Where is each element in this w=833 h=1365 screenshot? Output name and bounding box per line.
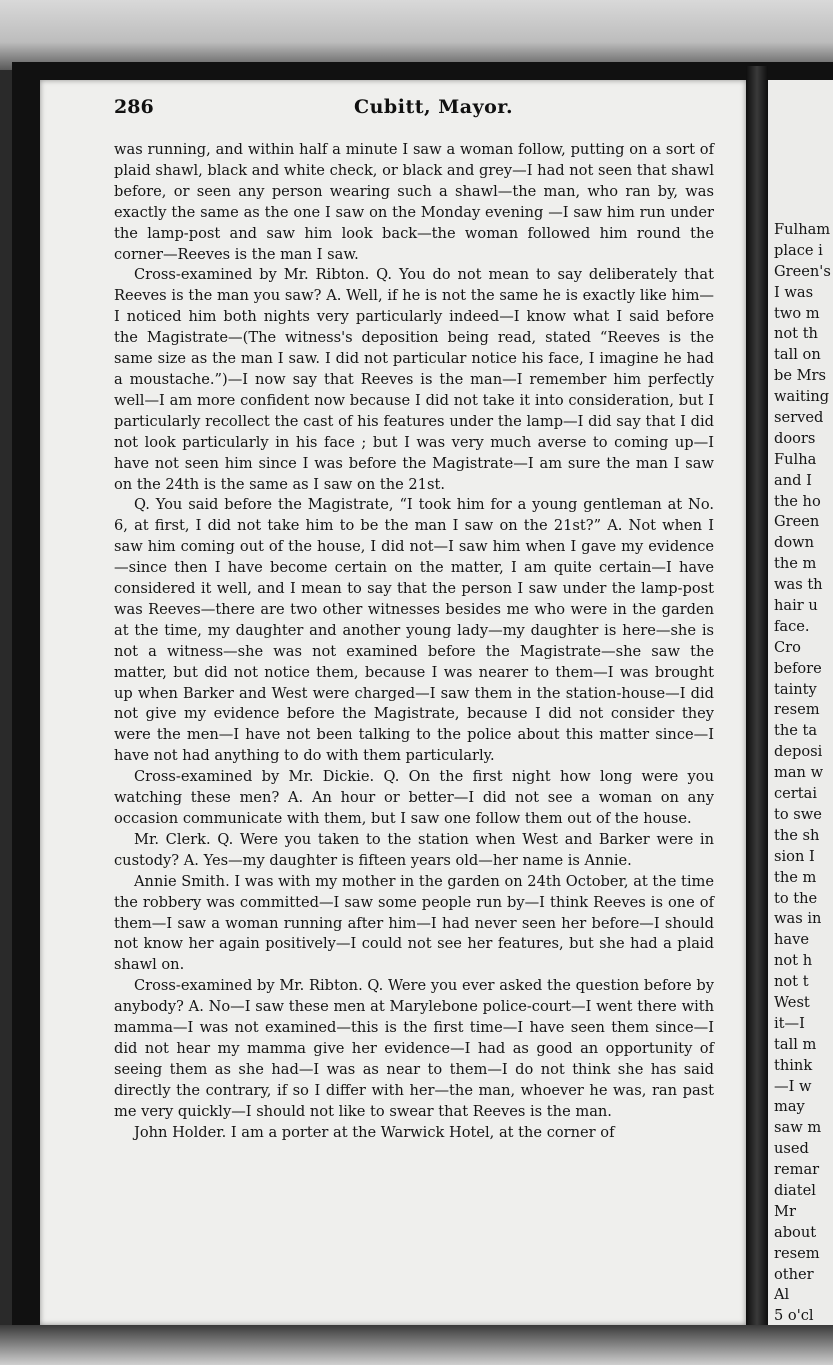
page-gutter [746, 66, 768, 1330]
scan-bottom-margin [0, 1325, 833, 1365]
scan-top-margin [0, 0, 833, 70]
right-page-text [774, 220, 833, 1325]
right-page-line: diatel [774, 1181, 816, 1199]
right-page-line: to the [774, 889, 818, 907]
right-page-line: resem [774, 701, 820, 719]
right-page-line: Fulha [774, 450, 817, 468]
paragraph: was running, and within half a minute I saw a woman follow, putting on a sort of plaid shawl, black and white check, or black and grey—I had not seen that shawl before, or seen any person wearing such a shawl—the man, who ran by, was exactly the same as the one I saw on the Monday evening —I saw him run under the lamp-post and saw him look back—the woman followed him round the corner—Reeves is the man I saw. [114, 141, 714, 263]
right-page-line: certai [774, 785, 818, 803]
right-page-line: and I [774, 471, 812, 489]
right-page-line: not th [774, 325, 818, 343]
right-page-line: two m [774, 304, 820, 322]
paragraph: Mr. Clerk. Q. Were you taken to the station when West and Barker were in custody? A. Yes—my daughter is fifteen years old—her name is Annie. [114, 830, 714, 869]
right-page-line: place i [774, 241, 823, 259]
right-page-line: have [774, 931, 809, 949]
right-page-line: 5 o'cl [774, 1307, 814, 1325]
paragraph: Cross-examined by Mr. Dickie. Q. On the first night how long were you watching these men? A. An hour or better—I did not see a woman on any occasion communicate with them, but I saw one follow them out of the house. [114, 768, 714, 827]
right-page-line: hair u [774, 597, 818, 615]
right-page-line: the m [774, 868, 817, 886]
right-page-line: West [774, 993, 810, 1011]
right-page-line: resem [774, 1244, 820, 1262]
right-page-line: Mr [774, 1202, 796, 1220]
right-page-line: was in [774, 910, 822, 928]
running-title: Cubitt, Mayor. [354, 96, 514, 118]
right-page-line: I was [774, 283, 814, 301]
right-page-line: the m [774, 555, 817, 573]
right-page-line: Cro [774, 638, 801, 656]
right-page-line: remar [774, 1161, 820, 1179]
right-page-line: it—I [774, 1014, 805, 1032]
right-page-line: tall m [774, 1035, 817, 1053]
right-page-line: Green [774, 513, 820, 531]
page-body [114, 140, 714, 1144]
page-number: 286 [114, 96, 154, 118]
paragraph: John Holder. I am a porter at the Warwick Hotel, at the corner of [134, 1123, 615, 1141]
right-page-line: used [774, 1140, 809, 1158]
right-page-line: served [774, 409, 824, 427]
right-page-line: Al [774, 1286, 790, 1304]
paragraph: Cross-examined by Mr. Ribton. Q. You do not mean to say deliberately that Reeves is the man you saw? A. Well, if he is not the same he is exactly like him—I noticed him both nights very particularly indeed—I know what I said before the Magistrate—(The witness's deposition being read, stated “Reeves is the same size as the man I saw. I did not particular notice his face, I imagine he had a moustache.”)—I now say that Reeves is the man—I remember him perfectly well—I am more confident now because I did not take it into consideration, but I particularly recollect the cast of his features under the lamp—I did say that I did not look particularly in his face ; but I was very much averse to coming up—I have not seen him since I was before the Magistrate—I am sure the man I saw on the 24th is the same as I saw on the 21st. [114, 266, 714, 493]
right-page-line: Fulham [774, 221, 831, 238]
right-page-line: the ta [774, 722, 818, 740]
right-page-line: man w [774, 764, 824, 782]
right-page-line: other [774, 1265, 814, 1283]
right-page-line: about [774, 1223, 817, 1241]
right-page-line: be Mrs [774, 367, 827, 385]
paragraph: Cross-examined by Mr. Ribton. Q. Were you ever asked the question before by anybody? A. No—I saw these men at Marylebone police-court—I went there with mamma—I was not examined—this is the first time—I have seen them since—I did not hear my mamma give her evidence—I had as good an opportunity of seeing them as she had—I was as near to them—I do not think she has said directly the contrary, if so I differ with her—the man, whoever he was, ran past me very quickly—I should not like to swear that Reeves is the man. [114, 977, 714, 1120]
right-page [768, 80, 833, 1325]
paragraph: Q. You said before the Magistrate, “I took him for a young gentleman at No. 6, at first, I did not take him to be the man I saw on the 21st?” A. Not when I saw him coming out of the house, I did not—I saw him when I gave my evidence—since then I have become certain on the matter, I am quite certain—I have considered it well, and I mean to say that the person I saw under the lamp-post was Reeves—there are two other witnesses besides me who were in the garden at the time, my daughter and another young lady—my daughter is here—she is not a witness—she was not examined before the Magistrate—she saw the matter, but did not notice them, because I was nearer to them—I was brought up when Barker and West were charged—I saw them in the station-house—I did not give my evidence before the Magistrate, because I did not consider they were the men—I have not been talking to the police about this matter since—I have not had anything to do with them particularly. [114, 496, 714, 765]
right-page-line: the sh [774, 826, 820, 844]
right-page-line: face. [774, 617, 810, 635]
right-page-line: Green's [774, 262, 831, 280]
right-page-line: not h [774, 952, 813, 970]
page-header [114, 96, 714, 124]
right-page-line: to swe [774, 805, 822, 823]
paragraph: Annie Smith. I was with my mother in the garden on 24th October, at the time the robbery was committed—I saw some people run by—I think Reeves is one of them—I saw a woman running after him—I had never seen her before—I should not know her again positively—I could not see her features, but she had a plaid shawl on. [114, 872, 714, 974]
right-page-line: deposi [774, 743, 823, 761]
right-page-line: think [774, 1056, 813, 1074]
right-page-line: doors [774, 429, 816, 447]
right-page-line: not t [774, 973, 809, 991]
right-page-line: sion I [774, 847, 815, 865]
right-page-line: may [774, 1098, 805, 1116]
right-page-line: down [774, 534, 815, 552]
right-page-line: saw m [774, 1119, 822, 1137]
right-page-line: was th [774, 576, 823, 594]
right-page-line: the ho [774, 492, 821, 510]
right-page-line: tall on [774, 346, 821, 364]
right-page-line: tainty [774, 680, 817, 698]
right-page-line: before [774, 659, 822, 677]
right-page-line: —I w [774, 1077, 812, 1095]
right-page-line: waiting [774, 388, 830, 406]
